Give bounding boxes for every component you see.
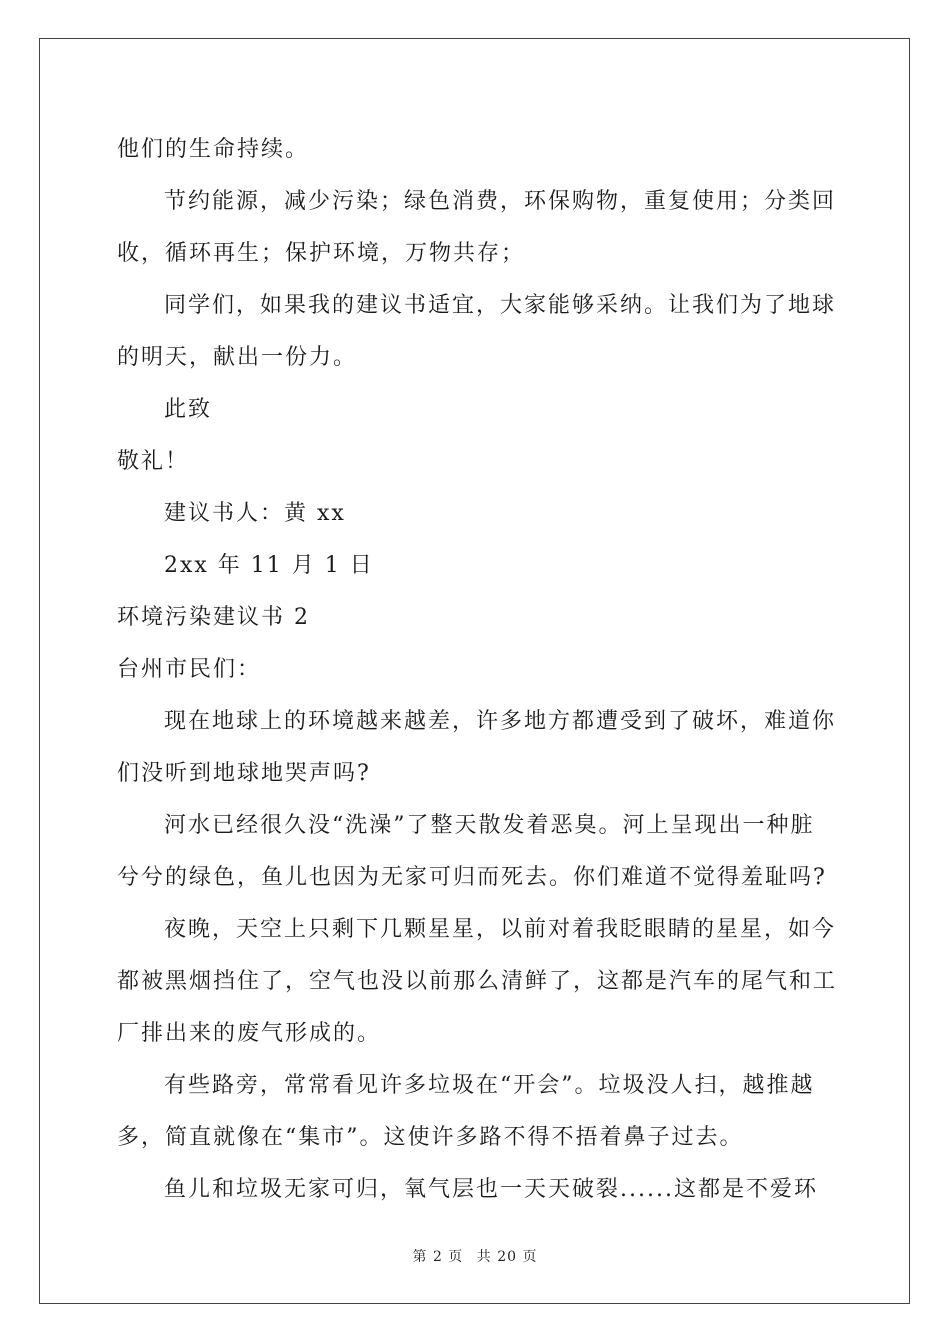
text-line: 现在地球上的环境越来越差，许多地方都遭受到了破坏，难道你 [164, 709, 837, 734]
text-line: 环境污染建议书 2 [117, 605, 310, 630]
text-line: 的明天，献出一份力。 [117, 345, 358, 370]
text-line: 河水已经很久没“洗澡”了整天散发着恶臭。河上呈现出一种脏 [164, 813, 815, 838]
text-line: 台州市民们： [117, 657, 262, 682]
text-line: 们没听到地球地哭声吗? [117, 761, 371, 786]
text-line: 节约能源，减少污染；绿色消费，环保购物，重复使用；分类回 [164, 189, 837, 214]
text-line: 同学们，如果我的建议书适宜，大家能够采纳。让我们为了地球 [164, 293, 837, 318]
document-body [117, 124, 837, 1216]
text-line: 2xx 年 11 月 1 日 [164, 553, 374, 578]
text-line: 都被黑烟挡住了，空气也没以前那么清鲜了，这都是汽车的尾气和工 [117, 969, 838, 994]
text-line: 收，循环再生；保护环境，万物共存； [117, 241, 526, 266]
text-line: 建议书人：黄 xx [164, 501, 346, 526]
text-line: 厂排出来的废气形成的。 [117, 1021, 382, 1046]
text-line: 有些路旁，常常看见许多垃圾在“开会”。垃圾没人扫，越推越 [164, 1073, 815, 1098]
text-line: 鱼儿和垃圾无家可归，氧气层也一天天破裂......这都是不爱环 [164, 1177, 818, 1202]
text-line: 夜晚，天空上只剩下几颗星星，以前对着我眨眼睛的星星，如今 [164, 917, 837, 942]
page-footer [0, 1246, 950, 1266]
text-line: 敬礼！ [117, 449, 190, 474]
text-line: 他们的生命持续。 [117, 137, 310, 162]
page-number: 第 2 页 [412, 1249, 464, 1265]
page-total: 共 20 页 [476, 1249, 538, 1265]
text-line: 此致 [164, 397, 213, 422]
text-line: 多，简直就像在“集市”。这使许多路不得不捂着鼻子过去。 [117, 1125, 744, 1150]
text-line: 兮兮的绿色，鱼儿也因为无家可归而死去。你们难道不觉得羞耻吗? [117, 865, 827, 890]
